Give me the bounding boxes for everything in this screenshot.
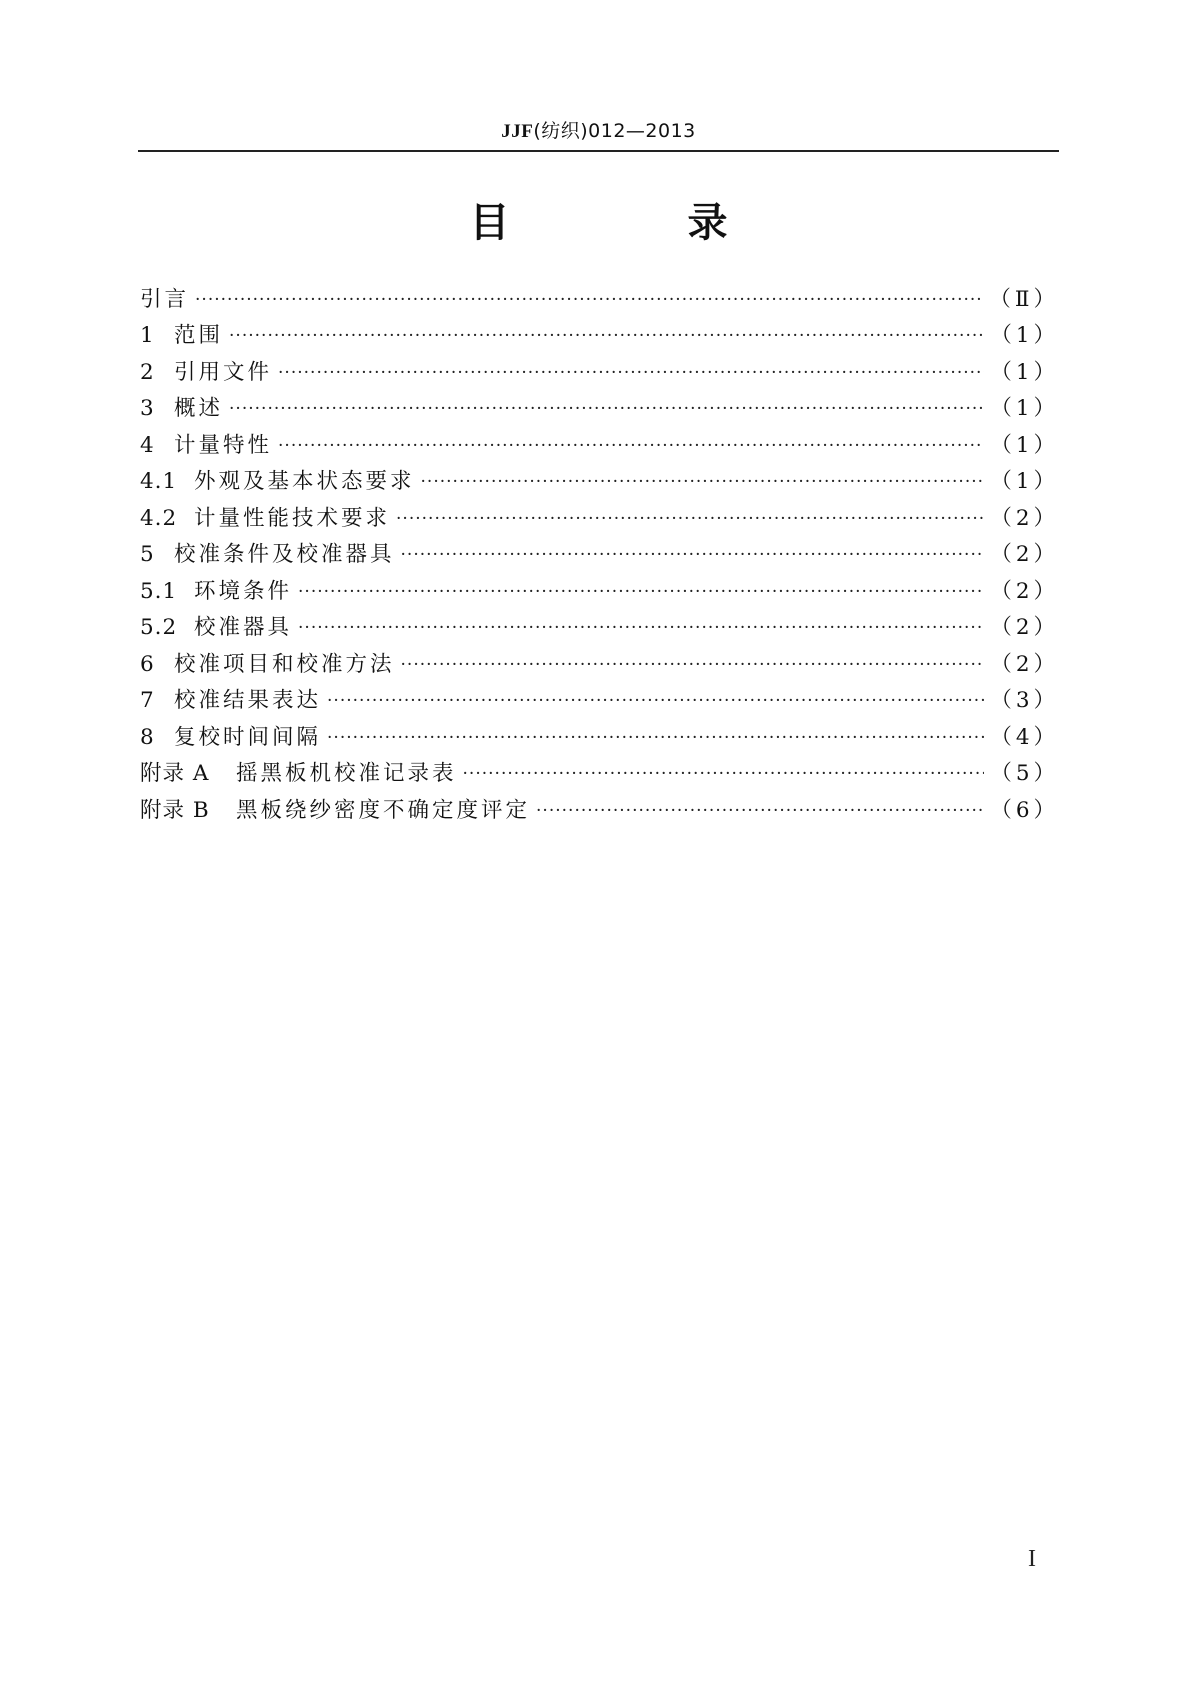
- toc-leader-dots: [298, 577, 984, 607]
- toc-leader-dots: [278, 358, 984, 388]
- standard-suffix: (纺织)012—2013: [533, 120, 696, 142]
- toc-entry-number: 5.1: [140, 578, 178, 604]
- toc-leader-dots: [463, 759, 985, 789]
- toc-leader-dots: [229, 321, 984, 351]
- toc-entry-number: 6: [140, 651, 155, 677]
- toc-entry-page: （6）: [990, 797, 1059, 823]
- toc-entry-label: 黑板绕纱密度不确定度评定: [236, 797, 531, 823]
- running-header: [138, 116, 1059, 143]
- toc-entry-label: 范围: [174, 323, 224, 348]
- toc-entry-page: （1）: [990, 432, 1059, 458]
- toc-entry-number: 7: [140, 688, 155, 713]
- toc-entry-page: （2）: [990, 651, 1059, 677]
- toc-entry-label: 计量特性: [174, 432, 273, 458]
- toc-entry-page: （1）: [990, 359, 1059, 385]
- toc-entry-number: 4.1: [140, 469, 178, 494]
- toc-leader-dots: [421, 467, 985, 497]
- toc-entry-page: （1）: [990, 396, 1059, 421]
- toc-entry-page: （1）: [990, 469, 1059, 494]
- toc-entry-number: 5: [140, 542, 155, 567]
- page-number: I: [1028, 1546, 1036, 1572]
- toc-leader-dots: [536, 796, 984, 826]
- table-of-contents: [140, 278, 1059, 826]
- toc-entry-number: 1: [140, 323, 155, 348]
- toc-entry-label: 校准结果表达: [174, 688, 322, 713]
- toc-entry-appendix-b[interactable]: [140, 789, 1059, 826]
- toc-entry-page: （2）: [990, 505, 1059, 531]
- toc-entry-number: 附录 B: [140, 797, 210, 823]
- toc-entry-label: 计量性能技术要求: [194, 505, 391, 531]
- toc-entry-1[interactable]: [140, 315, 1059, 352]
- toc-entry-label: 复校时间间隔: [174, 724, 322, 750]
- toc-leader-dots: [401, 650, 985, 680]
- toc-entry-page: （Ⅱ）: [989, 286, 1059, 312]
- toc-entry-label: 校准器具: [194, 615, 293, 640]
- toc-entry-8[interactable]: [140, 716, 1059, 753]
- page-title: 目 录: [469, 200, 810, 246]
- toc-entry-5[interactable]: [140, 534, 1059, 571]
- toc-entry-page: （4）: [990, 724, 1059, 750]
- toc-leader-dots: [401, 540, 985, 570]
- toc-entry-number: 4.2: [140, 505, 178, 531]
- toc-entry-number: 5.2: [140, 615, 178, 640]
- toc-entry-label: 校准条件及校准器具: [174, 542, 395, 567]
- toc-entry-number: 3: [140, 396, 155, 421]
- toc-entry-intro[interactable]: [140, 278, 1059, 315]
- toc-entry-page: （3）: [990, 688, 1059, 713]
- toc-entry-page: （1）: [990, 323, 1059, 348]
- toc-entry-page: （2）: [990, 615, 1059, 640]
- toc-entry-2[interactable]: [140, 351, 1059, 388]
- toc-entry-5-1[interactable]: [140, 570, 1059, 607]
- toc-entry-5-2[interactable]: [140, 607, 1059, 644]
- toc-entry-number: 附录 A: [140, 761, 210, 786]
- toc-entry-label: 校准项目和校准方法: [174, 651, 395, 677]
- toc-leader-dots: [396, 504, 984, 534]
- toc-entry-7[interactable]: [140, 680, 1059, 717]
- toc-entry-4-2[interactable]: [140, 497, 1059, 534]
- toc-entry-label: 环境条件: [194, 578, 293, 604]
- toc-leader-dots: [229, 394, 984, 424]
- toc-leader-dots: [278, 431, 984, 461]
- toc-leader-dots: [298, 613, 984, 643]
- toc-entry-label: 摇黑板机校准记录表: [236, 761, 457, 786]
- toc-entry-label: 引用文件: [174, 359, 273, 385]
- toc-entry-4[interactable]: [140, 424, 1059, 461]
- toc-entry-label: 引言: [140, 286, 190, 312]
- header-rule: [138, 150, 1059, 152]
- toc-entry-4-1[interactable]: [140, 461, 1059, 498]
- toc-entry-page: （5）: [990, 761, 1059, 786]
- toc-leader-dots: [327, 686, 984, 716]
- toc-leader-dots: [195, 285, 983, 315]
- toc-entry-label: 外观及基本状态要求: [194, 469, 415, 494]
- toc-entry-page: （2）: [990, 542, 1059, 567]
- toc-entry-6[interactable]: [140, 643, 1059, 680]
- standard-code: JJF: [501, 121, 534, 142]
- toc-entry-number: 8: [140, 724, 155, 750]
- toc-entry-label: 概述: [174, 396, 224, 421]
- toc-entry-page: （2）: [990, 578, 1059, 604]
- toc-leader-dots: [327, 723, 984, 753]
- toc-entry-number: 2: [140, 359, 155, 385]
- toc-entry-appendix-a[interactable]: [140, 753, 1059, 790]
- toc-entry-3[interactable]: [140, 388, 1059, 425]
- toc-entry-number: 4: [140, 432, 155, 458]
